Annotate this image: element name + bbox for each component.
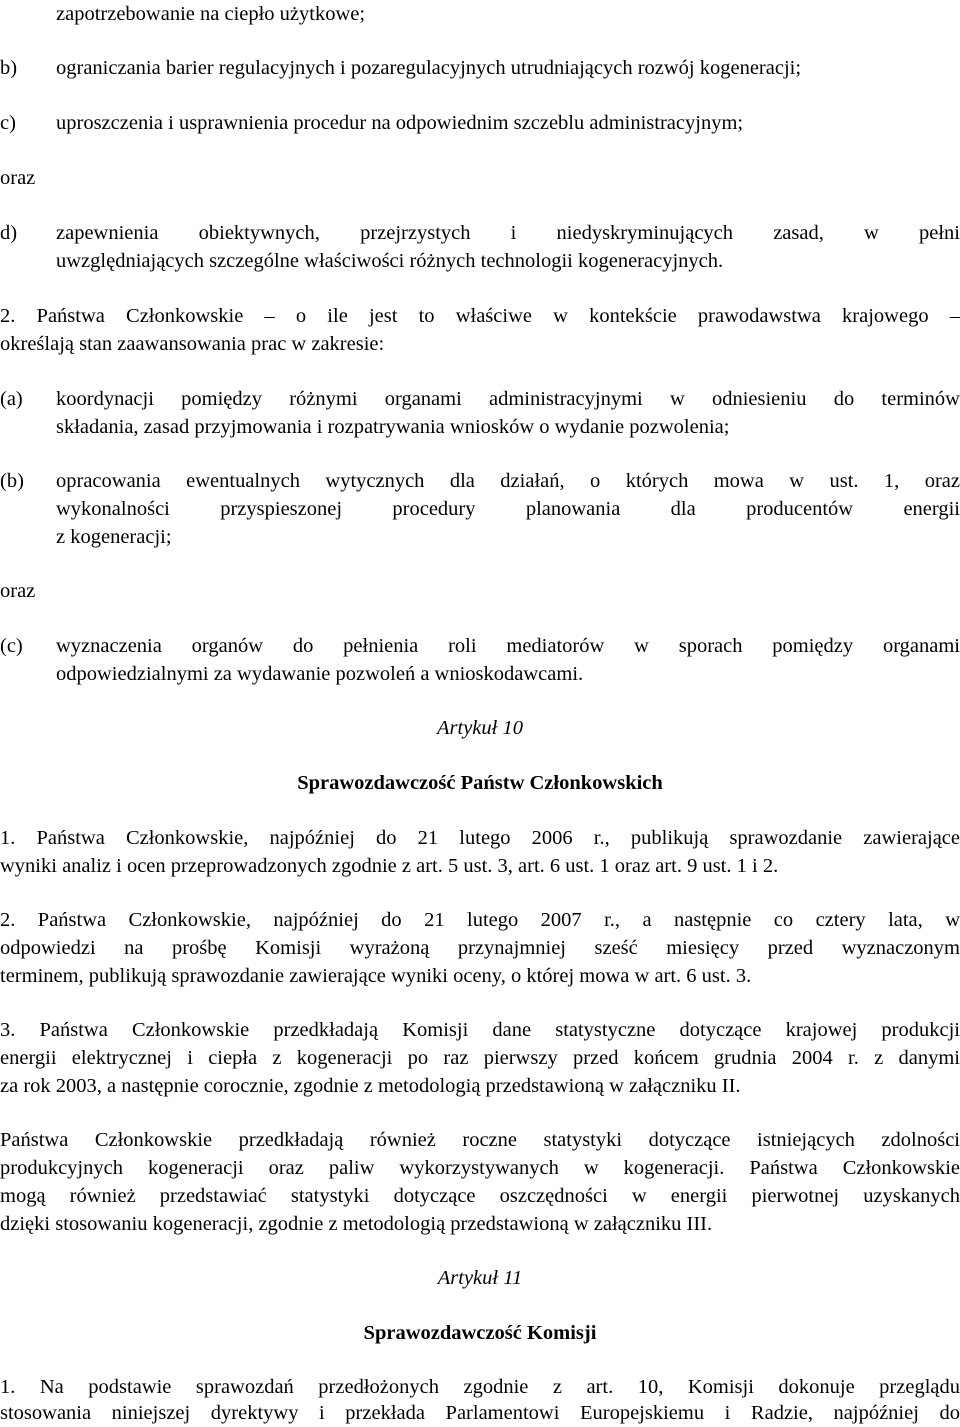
list-item-b — [0, 54, 960, 82]
paragraph-line: terminem, publikują sprawozdanie zawierające wyniki oceny, o której mowa w art. 6 ust. 3. — [0, 965, 752, 987]
list-text-line: koordynacji pomiędzy różnymi organami administracyjnymi w odniesieniu do terminów — [56, 388, 960, 410]
list-label: (a) — [0, 388, 23, 410]
list-text: uproszczenia i usprawnienia procedur na odpowiednim szczeblu administracyjnym; — [56, 112, 744, 134]
list-label: d) — [0, 222, 18, 244]
paragraph-line: 1. Państwa Członkowskie, najpóźniej do 21 lutego 2006 r., publikują sprawozdanie zawierające — [0, 827, 960, 849]
list-label: (b) — [0, 470, 24, 492]
list-item-c — [0, 109, 960, 137]
article-title: Artykuł 10 — [437, 717, 523, 739]
paragraph-line: 2. Państwa Członkowskie, najpóźniej do 21 lutego 2007 r., a następnie co cztery lata, w — [0, 909, 960, 931]
paragraph-line: 3. Państwa Członkowskie przedkładają Komisji dane statystyczne dotyczące krajowej produkcji — [0, 1019, 960, 1041]
paragraph-line: 2. Państwa Członkowskie – o ile jest to właściwe w kontekście prawodawstwa krajowego – — [0, 305, 960, 327]
list-text-line: odpowiedzialnymi za wydawanie pozwoleń a wnioskodawcami. — [56, 663, 584, 685]
paragraph-line: dzięki stosowaniu kogeneracji, zgodnie z metodologią przedstawioną w załączniku III. — [0, 1213, 713, 1235]
article-heading: Sprawozdawczość Państw Członkowskich — [297, 772, 663, 794]
list-text-line: uwzględniających szczególne właściwości różnych technologii kogeneracyjnych. — [56, 250, 724, 272]
paragraph-line: produkcyjnych kogeneracji oraz paliw wykorzystywanych w kogeneracji. Państwa Członkowskie — [0, 1157, 960, 1179]
list-label: c) — [0, 112, 16, 134]
paragraph-line: Państwa Członkowskie przedkładają również roczne statystyki dotyczące istniejących zdolności — [0, 1129, 960, 1151]
item-a-continuation: zapotrzebowanie na ciepło użytkowe; — [56, 3, 366, 25]
paragraph-line: 1. Na podstawie sprawozdań przedłożonych zgodnie z art. 10, Komisji dokonuje przeglądu — [0, 1376, 960, 1398]
paragraph-line: stosowania niniejszej dyrektywy i przekłada Parlamentowi Europejskiemu i Radzie, najpóźniej do — [0, 1402, 960, 1424]
article-title: Artykuł 11 — [437, 1267, 523, 1289]
conjunction-oraz: oraz — [0, 167, 36, 189]
list-text-line: wykonalności przyspieszonej procedury planowania dla producentów energii — [56, 498, 960, 520]
list-text: ograniczania barier regulacyjnych i pozaregulacyjnych utrudniających rozwój kogeneracji; — [56, 57, 802, 79]
paragraph-line: za rok 2003, a następnie corocznie, zgodnie z metodologią przedstawioną w załączniku II. — [0, 1075, 741, 1097]
conjunction-oraz: oraz — [0, 580, 36, 602]
list-text-line: zapewnienia obiektywnych, przejrzystych i niedyskryminujących zasad, w pełni — [56, 222, 960, 244]
paragraph-line: energii elektrycznej i ciepła z kogeneracji po raz pierwszy przed końcem grudnia 2004 r. z danymi — [0, 1047, 960, 1069]
list-label: (c) — [0, 635, 23, 657]
article-heading: Sprawozdawczość Komisji — [363, 1322, 597, 1344]
paragraph-line: mogą również przedstawiać statystyki dotyczące oszczędności w energii pierwotnej uzyskanych — [0, 1185, 960, 1207]
paragraph-line: określają stan zaawansowania prac w zakresie: — [0, 333, 385, 355]
list-text-line: z kogeneracji; — [56, 526, 172, 548]
paragraph-line: odpowiedzi na prośbę Komisji wyrażoną przynajmniej sześć miesięcy przed wyznaczonym — [0, 937, 960, 959]
list-label: b) — [0, 57, 18, 79]
list-text-line: wyznaczenia organów do pełnienia roli mediatorów w sporach pomiędzy organami — [56, 635, 960, 657]
list-text-line: opracowania ewentualnych wytycznych dla działań, o których mowa w ust. 1, oraz — [56, 470, 960, 492]
paragraph-line: wyniki analiz i ocen przeprowadzonych zgodnie z art. 5 ust. 3, art. 6 ust. 1 oraz art. 9 ust. 1 i 2. — [0, 855, 779, 877]
list-text-line: składania, zasad przyjmowania i rozpatrywania wniosków o wydanie pozwolenia; — [56, 416, 730, 438]
